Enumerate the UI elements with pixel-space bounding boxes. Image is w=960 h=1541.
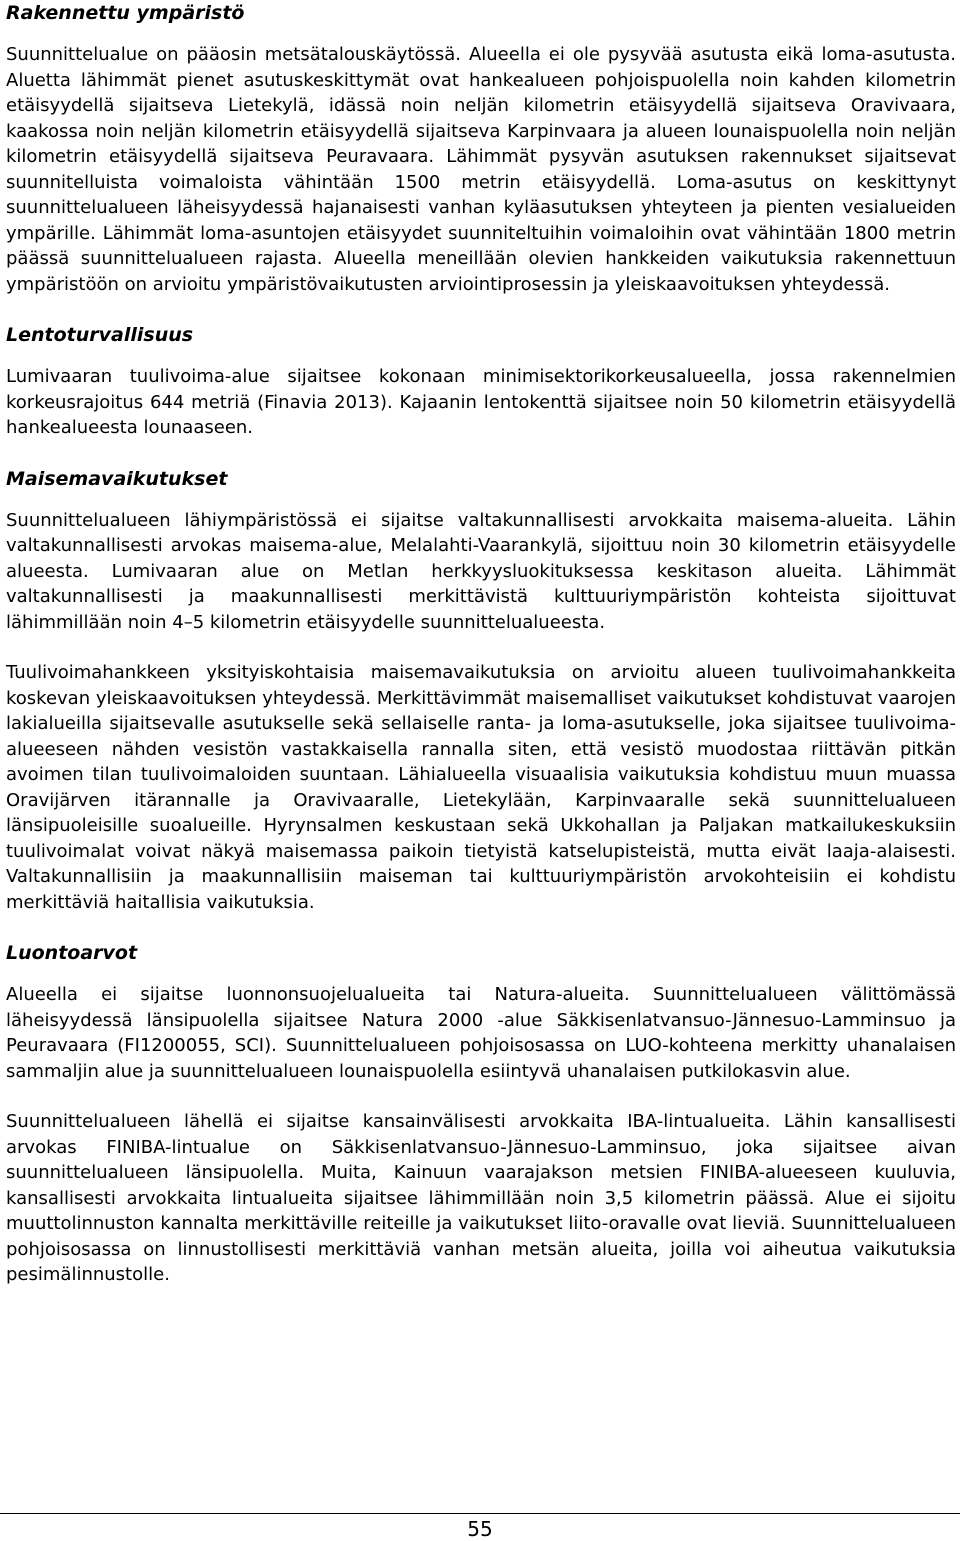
section-heading-maisemavaikutukset: Maisemavaikutukset [6,467,228,490]
page-number: 55 [467,1517,493,1541]
paragraph-maisemavaikutukset-1: Suunnittelualueen lähiympäristössä ei sijaitse valtakunnallisesti arvokkaita maisema-alueita. Lähin valtakunnallisesti arvokas maisema-alue, Melalahti-Vaarankylä, sijoittuu noin 30 kilometrin etäisyydelle alueesta. Lumivaaran alue on Metlan herkkyysluokituksessa keskitason alueita. Lähimmät valtakunnallisesti ja maakunnallisesti merkittävistä kulttuuriympäristön kohteista sijoittuvat lähimmillään noin 4–5 kilometrin etäisyydelle suunnittelualueesta. [6,509,956,633]
footer-divider [0,1513,960,1514]
section-heading-luontoarvot: Luontoarvot [6,942,138,964]
document-page [6,0,956,1288]
paragraph-rakennettu-ymparisto: Suunnittelualue on pääosin metsätalouskäytössä. Alueella ei ole pysyvää asutusta eikä loma-asutusta. Aluetta lähimmät pienet asutuskeskittymät ovat hankealueen pohjoispuolella noin kahden kilometrin etäisyydellä sijaitseva Lietekylä, idässä noin neljän kilometrin etäisyydellä sijaitseva Oravivaara, kaakossa noin neljän kilometrin etäisyydellä sijaitseva Karpinvaara ja alueen lounaispuolella noin neljän kilometrin etäisyydellä sijaitseva Peuravaara. Lähimmät pysyvän asutuksen rakennukset sijaitsevat suunnitelluista voimaloista vähintään 1500 metrin etäisyydellä. Loma-asutus on keskittynyt suunnittelualueen läheisyydessä hajanaisesti vanhan kyläasutuksen yhteyteen ja pienten vesialueiden ympärille. Lähimmät loma-asuntojen etäisyydet suunniteltuihin voimaloihin ovat vähintään 1800 metrin päässä suunnittelualueen rajasta. Alueella meneillään olevien hankkeiden vaikutuksia rakennettuun ympäristöön on arvioitu ympäristövaikutusten arviointiprosessin ja yleiskaavoituksen yhteydessä. [6,44,956,295]
paragraph-luontoarvot-1: Alueella ei sijaitse luonnonsuojelualueita tai Natura-alueita. Suunnittelualueen välittömässä läheisyydessä länsipuolella sijaitsee Natura 2000 -alue Säkkisenlatvansuo-Jännesuo-Lamminsuo ja Peuravaara (FI1200055, SCI). Suunnittelualueen pohjoisosassa on LUO-kohteena merkitty uhanalaisen sammaljin alue ja suunnittelualueen lounaispuolella esiintyvä uhanalaisen putkilokasvin alue. [6,984,956,1082]
section-heading-rakennettu-ymparisto: Rakennettu ympäristö [6,2,245,24]
section-heading-lentoturvallisuus: Lentoturvallisuus [6,324,194,346]
paragraph-maisemavaikutukset-2: Tuulivoimahankkeen yksityiskohtaisia maisemavaikutuksia on arvioitu alueen tuulivoimahankkeita koskevan yleiskaavoituksen yhteydessä. Merkittävimmät maisemalliset vaikutukset kohdistuvat vaarojen lakialueilla sijaitsevalle asutukselle sekä sellaiselle ranta- ja loma-asutukselle, joka sijaitsee tuulivoima-alueeseen nähden vesistön vastakkaisella rannalla siten, että vesistö muodostaa riittävän pitkän avoimen tilan tuulivoimaloiden suuntaan. Lähialueella visuaalisia vaikutuksia kohdistuu muun muassa Oravijärven itärannalle ja Oravivaaralle, Lietekylään, Karpinvaaralle sekä suunnittelualueen länsipuoleisille suoalueille. Hyrynsalmen keskustaan sekä Ukkohallan ja Paljakan matkailukeskuksiin tuulivoimalat voivat näkyä maisemassa paikoin tietyistä katselupisteistä, mutta eivät laaja-alaisesti. Valtakunnallisiin ja maakunnallisiin maiseman tai kulttuuriympäristön arvokohteisiin ei kohdistu merkittäviä haitallisia vaikutuksia. [6,662,956,913]
paragraph-luontoarvot-2: Suunnittelualueen lähellä ei sijaitse kansainvälisesti arvokkaita IBA-lintualueita. Lähin kansallisesti arvokas FINIBA-lintualue on Säkkisenlatvansuo-Jännesuo-Lamminsuo, joka sijaitsee aivan suunnittelualueen länsipuolella. Muita, Kainuun vaarajakson metsien FINIBA-alueeseen kuuluvia, kansallisesti arvokkaita lintualueita sijaitsee lähimmillään noin 3,5 kilometrin päässä. Alue ei sijoitu muuttolinnuston kannalta merkittäville reiteille ja vaikutukset liito-oravalle ovat lieviä. Suunnittelualueen pohjoisosassa on linnustollisesti merkittäviä vanhan metsän alueita, joilla voi aiheutua vaikutuksia pesimälinnustolle. [6,1111,956,1285]
paragraph-lentoturvallisuus: Lumivaaran tuulivoima-alue sijaitsee kokonaan minimisektorikorkeusalueella, jossa rakennelmien korkeusrajoitus 644 metriä (Finavia 2013). Kajaanin lentokenttä sijaitsee noin 50 kilometrin etäisyydellä hankealueesta lounaaseen. [6,366,956,438]
